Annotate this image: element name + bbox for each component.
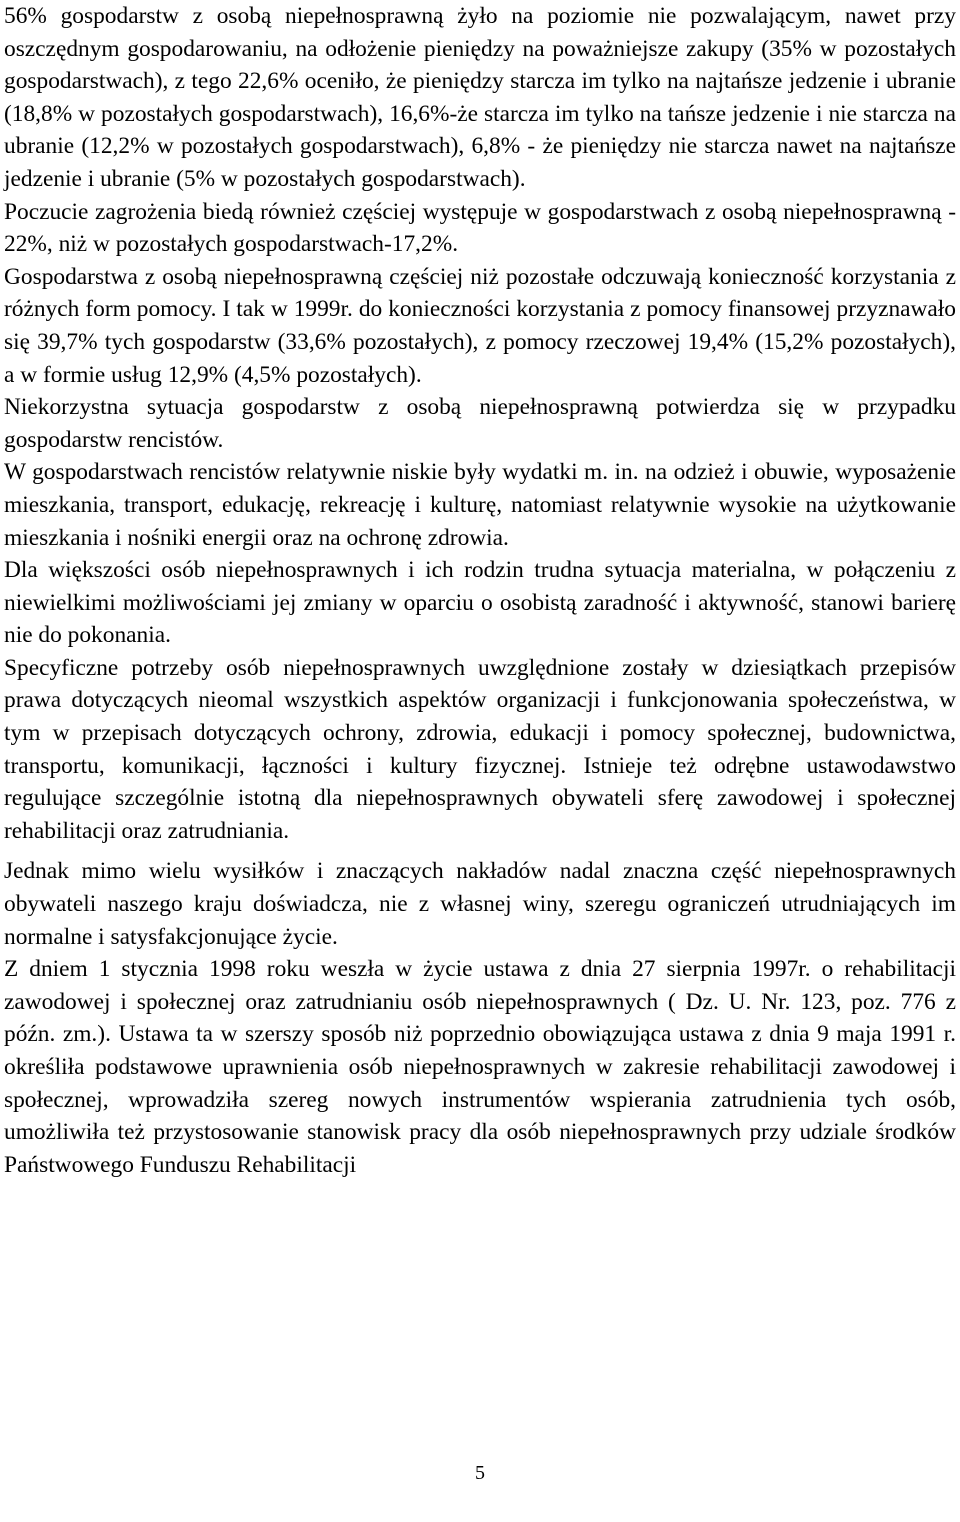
- paragraph-rehabilitation-act: Z dniem 1 stycznia 1998 roku weszła w życie ustawa z dnia 27 sierpnia 1997r. o rehabilitacji zawodowej i społecznej oraz zatrudnianiu osób niepełnosprawnych ( Dz. U. Nr. 123, poz. 776 z późn. zm.). Ustawa ta w szerszy sposób niż poprzednio obowiązująca ustawa z dnia 9 maja 1991 r. określiła podstawowe uprawnienia osób niepełnosprawnych w zakresie rehabilitacji zawodowej i społecznej, wprowadziła szereg nowych instrumentów wspierania zatrudnienia tych osób, umożliwiła też przystosowanie stanowisk pracy dla osób niepełnosprawnych przy udziale środków Państwowego Funduszu Rehabilitacji: [4, 956, 956, 1178]
- paragraph-poverty-threat: Poczucie zagrożenia biedą również częściej występuje w gospodarstwach z osobą niepełnosprawną - 22%, niż w pozostałych gospodarstwach-17,2%.: [4, 198, 956, 258]
- paragraph-limitations: Jednak mimo wielu wysiłków i znaczących nakładów nadal znaczna część niepełnosprawnych obywateli naszego kraju doświadcza, nie z własnej winy, szeregu ograniczeń utrudniających im normalne i satysfakcjonujące życie.: [4, 858, 956, 950]
- paragraph-household-finances: 56% gospodarstw z osobą niepełnosprawną żyło na poziomie nie pozwalającym, nawet przy oszczędnym gospodarowaniu, na odłożenie pieniędzy na poważniejsze zakupy (35% w pozostałych gospodarstwach), z tego 22,6% oceniło, że pieniędzy starcza im tylko na najtańsze jedzenie i ubranie (18,8% w pozostałych gospodarstwach), 16,6%-że starcza im tylko na tańsze jedzenie i nie starcza na ubranie (12,2% w pozostałych gospodarstwach), 6,8% - że pieniędzy nie starcza nawet na najtańsze jedzenie i ubranie (5% w pozostałych gospodarstwach).: [4, 3, 956, 192]
- paragraph-pensioner-households: Niekorzystna sytuacja gospodarstw z osobą niepełnosprawną potwierdza się w przypadku gospodarstw rencistów.: [4, 394, 956, 453]
- page-number: 5: [475, 1462, 485, 1484]
- paragraph-legal-provisions: Specyficzne potrzeby osób niepełnosprawnych uwzględnione zostały w dziesiątkach przepisów prawa dotyczących nieomal wszystkich aspektów organizacji i funkcjonowania społeczeństwa, w tym w przepisach dotyczących ochrony, zdrowia, edukacji i pomocy społecznej, budownictwa, transportu, komunikacji, łączności i kultury fizycznej. Istnieje też odrębne ustawodawstwo regulujące szczególnie istotną dla niepełnosprawnych obywateli sferę zawodowej i społecznej rehabilitacji oraz zatrudniania.: [4, 654, 956, 844]
- paragraph-material-barrier: Dla większości osób niepełnosprawnych i ich rodzin trudna sytuacja materialna, w połączeniu z niewielkimi możliwościami jej zmiany w oparciu o osobistą zaradność i aktywność, stanowi barierę nie do pokonania.: [4, 557, 956, 649]
- paragraph-pensioner-expenses: W gospodarstwach rencistów relatywnie niskie były wydatki m. in. na odzież i obuwie, wyposażenie mieszkania, transport, edukację, rekreację i kulturę, natomiast relatywnie wysokie na użytkowanie mieszkania i nośniki energii oraz na ochronę zdrowia.: [4, 459, 956, 551]
- paragraph-assistance-forms: Gospodarstwa z osobą niepełnosprawną częściej niż pozostałe odczuwają konieczność korzystania z różnych form pomocy. I tak w 1999r. do konieczności korzystania z pomocy finansowej przyznawało się 39,7% tych gospodarstw (33,6% pozostałych), z pomocy rzeczowej 19,4% (15,2% pozostałych), a w formie usług 12,9% (4,5% pozostałych).: [4, 263, 956, 388]
